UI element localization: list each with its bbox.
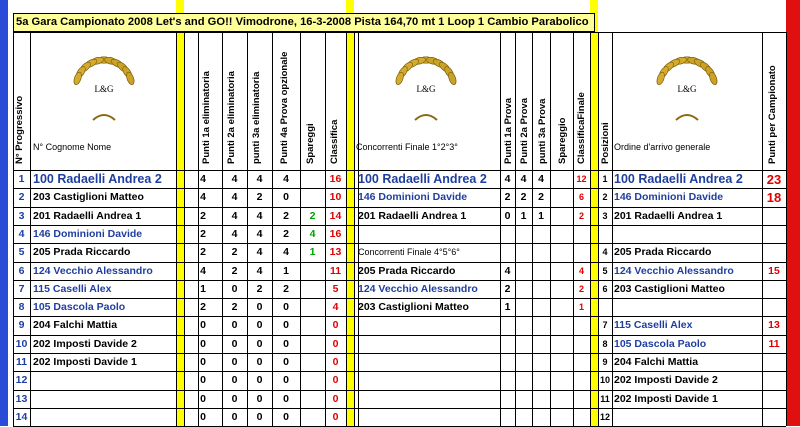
arrival-name: 146 Dominioni Davide xyxy=(614,190,724,203)
position-number: 12 xyxy=(599,411,610,422)
final-score-cell: 2 xyxy=(504,282,511,295)
logo-laurel-left xyxy=(63,48,145,130)
championship-points xyxy=(762,281,786,298)
classifica-cell: 0 xyxy=(332,392,339,405)
score-cell: 0 xyxy=(200,392,206,405)
score-cell: 0 xyxy=(231,410,238,423)
final-classifica-cell: 4 xyxy=(578,265,584,276)
header-concorrenti-finale: Concorrenti Finale 1°2°3° xyxy=(356,141,458,152)
score-cell: 0 xyxy=(283,355,289,368)
score-cell: 4 xyxy=(256,172,263,185)
left-blue-stripe xyxy=(0,0,8,426)
score-cell: 1 xyxy=(283,264,289,277)
score-cell: 0 xyxy=(256,355,263,368)
classifica-cell: 16 xyxy=(329,227,342,240)
final-spareggio-cell xyxy=(550,263,573,280)
header-finale-punti-1: Punti 1a Prova xyxy=(503,98,514,164)
arrival-name: 100 Radaelli Andrea 2 xyxy=(614,171,743,186)
row-number: 8 xyxy=(18,300,25,313)
score-cell: 0 xyxy=(283,392,289,405)
competitor-name: 201 Radaelli Andrea 1 xyxy=(33,209,142,222)
finalist-name: 203 Castiglioni Matteo xyxy=(358,300,469,313)
row-number: 3 xyxy=(18,209,25,222)
final-score-cell: 2 xyxy=(504,190,511,203)
row-number: 5 xyxy=(18,245,25,258)
competitor-name xyxy=(33,391,175,408)
svg-text:L&G: L&G xyxy=(416,84,436,94)
classifica-cell: 13 xyxy=(329,245,342,258)
score-cell: 2 xyxy=(200,245,206,258)
spareggi-cell xyxy=(300,336,325,353)
header-finale-classifica: ClassificaFinale xyxy=(576,92,587,164)
score-cell: 2 xyxy=(256,282,263,295)
championship-points: 23 xyxy=(766,171,782,187)
final-score-cell xyxy=(515,299,532,316)
yellow-divider-1 xyxy=(176,0,184,426)
arrival-name: 202 Imposti Davide 1 xyxy=(614,392,718,405)
score-cell: 0 xyxy=(256,318,263,331)
score-cell: 4 xyxy=(231,190,238,203)
logo-laurel-center xyxy=(385,48,467,130)
score-cell: 0 xyxy=(200,410,206,423)
score-cell: 4 xyxy=(200,264,206,277)
final-score-cell: 1 xyxy=(538,209,544,222)
score-cell: 4 xyxy=(256,264,263,277)
header-spareggi: Spareggi xyxy=(305,123,316,164)
score-cell: 2 xyxy=(231,245,238,258)
score-cell: 0 xyxy=(256,410,263,423)
score-cell: 0 xyxy=(200,373,206,386)
score-cell: 2 xyxy=(231,300,238,313)
score-cell: 0 xyxy=(231,318,238,331)
position-number: 4 xyxy=(602,246,608,257)
grid-hline xyxy=(13,32,786,33)
classifica-cell: 0 xyxy=(332,355,339,368)
arrival-name: 201 Radaelli Andrea 1 xyxy=(614,209,723,222)
spareggi-cell xyxy=(300,409,325,426)
competitor-name: 115 Caselli Alex xyxy=(33,282,112,295)
final-score-cell: 4 xyxy=(520,172,527,185)
final-spareggio-cell xyxy=(550,299,573,316)
score-cell: 0 xyxy=(200,337,206,350)
score-cell: 2 xyxy=(283,282,289,295)
score-cell: 2 xyxy=(231,264,238,277)
final-score-cell: 1 xyxy=(504,300,511,313)
header-punti-2: Punti 2a eliminatoria xyxy=(226,71,237,164)
classifica-cell: 0 xyxy=(332,373,339,386)
score-cell: 4 xyxy=(231,227,238,240)
spareggi-cell xyxy=(300,189,325,206)
row-number: 6 xyxy=(18,264,25,277)
final-spareggio-cell xyxy=(550,281,573,298)
page-title: 5a Gara Campionato 2008 Let's and GO!! Vimodrone, 16-3-2008 Pista 164,70 mt 1 Loop 1 Cambio Parabolico xyxy=(13,13,595,32)
position-number: 9 xyxy=(602,356,608,367)
header-classifica: Classifica xyxy=(329,119,340,164)
competitor-name: 100 Radaelli Andrea 2 xyxy=(33,171,162,186)
final-score-cell: 2 xyxy=(538,190,544,203)
final-score-cell xyxy=(515,263,532,280)
arrival-name: 105 Dascola Paolo xyxy=(614,337,707,350)
classifica-cell: 5 xyxy=(332,282,339,295)
score-cell: 0 xyxy=(231,282,238,295)
competitor-name: 146 Dominioni Davide xyxy=(33,227,143,240)
grid-vline xyxy=(612,32,613,426)
score-cell: 0 xyxy=(283,410,289,423)
grid-vline xyxy=(358,32,359,426)
score-cell: 1 xyxy=(200,282,206,295)
position-number: 5 xyxy=(602,265,608,276)
score-cell: 4 xyxy=(200,172,206,185)
final-score-cell: 0 xyxy=(504,209,511,222)
row-number: 2 xyxy=(18,190,25,203)
row-number: 1 xyxy=(18,172,25,185)
score-cell: 4 xyxy=(231,209,238,222)
svg-text:L&G: L&G xyxy=(677,84,697,94)
right-red-stripe xyxy=(786,0,800,426)
position-number: 3 xyxy=(602,210,608,221)
final-score-cell: 1 xyxy=(520,209,527,222)
header-finale-spareggio: Spareggio xyxy=(557,117,568,164)
yellow-divider-2 xyxy=(346,0,354,426)
arrival-name: 205 Prada Riccardo xyxy=(614,245,712,258)
classifica-cell: 0 xyxy=(332,318,339,331)
final-classifica-cell: 1 xyxy=(578,301,584,312)
header-punti-4: Punti 4a Prova opzionale xyxy=(279,51,290,164)
competitor-name: 203 Castiglioni Matteo xyxy=(33,190,144,203)
grid-vline xyxy=(515,32,516,426)
score-cell: 2 xyxy=(283,209,289,222)
final-score-cell xyxy=(532,281,550,298)
arrival-name: 204 Falchi Mattia xyxy=(614,355,699,368)
classifica-cell: 11 xyxy=(329,264,342,277)
competitor-name: 202 Imposti Davide 2 xyxy=(33,337,137,350)
finalist-name: 100 Radaelli Andrea 2 xyxy=(358,171,487,186)
grid-vline xyxy=(30,32,31,426)
spareggi-cell xyxy=(300,171,325,188)
championship-points xyxy=(762,409,786,426)
score-cell: 0 xyxy=(256,392,263,405)
grid-vline xyxy=(786,32,787,426)
position-number: 2 xyxy=(602,191,608,202)
score-cell: 0 xyxy=(231,392,238,405)
score-cell: 0 xyxy=(283,337,289,350)
finalist-name: 146 Dominioni Davide xyxy=(358,190,468,203)
spareggi-cell: 4 xyxy=(309,227,316,240)
section-label-finale-456: Concorrenti Finale 4°5°6° xyxy=(358,246,460,257)
final-score-cell xyxy=(532,299,550,316)
grid-vline xyxy=(346,32,347,426)
grid-vline xyxy=(550,32,551,426)
final-score-cell xyxy=(515,281,532,298)
classifica-cell: 10 xyxy=(329,190,342,203)
championship-points xyxy=(762,354,786,371)
score-cell: 2 xyxy=(256,190,263,203)
logo-laurel-right xyxy=(646,48,728,130)
grid-vline xyxy=(573,32,574,426)
final-classifica-cell: 12 xyxy=(576,173,587,184)
yellow-divider-3 xyxy=(590,0,598,426)
championship-points: 11 xyxy=(768,337,780,350)
row-number: 13 xyxy=(15,392,28,405)
spareggi-cell xyxy=(300,299,325,316)
position-number: 7 xyxy=(602,319,608,330)
grid-vline xyxy=(500,32,501,426)
finalist-name: 205 Prada Riccardo xyxy=(358,264,456,277)
score-cell: 4 xyxy=(256,245,263,258)
arrival-name: 124 Vecchio Alessandro xyxy=(614,264,734,277)
classifica-cell: 0 xyxy=(332,337,339,350)
final-score-cell: 2 xyxy=(520,190,527,203)
spareggi-cell xyxy=(300,263,325,280)
header-punti-3: punti 3a eliminatoria xyxy=(251,71,262,164)
header-ordine-arrivo: Ordine d'arrivo generale xyxy=(614,141,711,152)
header-finale-punti-2: Punti 2a Prova xyxy=(519,98,530,164)
score-cell: 4 xyxy=(200,190,206,203)
score-cell: 4 xyxy=(256,209,263,222)
classifica-cell: 4 xyxy=(332,300,339,313)
competitor-name: 124 Vecchio Alessandro xyxy=(33,264,153,277)
final-spareggio-cell xyxy=(550,171,573,188)
score-cell: 4 xyxy=(283,245,289,258)
score-cell: 0 xyxy=(283,318,289,331)
spareggi-cell xyxy=(300,372,325,389)
grid-vline xyxy=(532,32,533,426)
score-cell: 0 xyxy=(256,300,263,313)
spareggi-cell: 1 xyxy=(309,245,316,258)
row-number: 11 xyxy=(15,355,28,368)
score-cell: 2 xyxy=(200,209,206,222)
classifica-cell: 16 xyxy=(329,172,342,185)
row-number: 12 xyxy=(15,373,28,386)
grid-vline xyxy=(590,32,591,426)
finalist-name: 124 Vecchio Alessandro xyxy=(358,282,478,295)
score-cell: 4 xyxy=(283,172,289,185)
championship-points: 13 xyxy=(768,318,780,331)
score-cell: 0 xyxy=(283,190,289,203)
header-posizioni: Posizioni xyxy=(600,122,611,164)
competitor-name xyxy=(33,409,175,426)
spareggi-cell: 2 xyxy=(309,209,316,222)
score-cell: 0 xyxy=(283,373,289,386)
row-number: 4 xyxy=(18,227,25,240)
score-cell: 0 xyxy=(231,373,238,386)
score-cell: 0 xyxy=(256,373,263,386)
arrival-name: 202 Imposti Davide 2 xyxy=(614,373,718,386)
score-cell: 4 xyxy=(231,172,238,185)
row-number: 7 xyxy=(18,282,25,295)
competitor-name xyxy=(33,372,175,389)
score-cell: 0 xyxy=(200,318,206,331)
header-finale-punti-3: punti 3a Prova xyxy=(537,98,548,164)
final-score-cell xyxy=(532,263,550,280)
competitor-name: 204 Falchi Mattia xyxy=(33,318,118,331)
grid-vline xyxy=(176,32,177,426)
competitor-name: 202 Imposti Davide 1 xyxy=(33,355,137,368)
score-cell: 4 xyxy=(256,227,263,240)
score-cell: 0 xyxy=(231,337,238,350)
final-spareggio-cell xyxy=(550,189,573,206)
header-progressivo: N° Progressivo xyxy=(14,95,25,164)
arrival-name: 115 Caselli Alex xyxy=(614,318,693,331)
spareggi-cell xyxy=(300,391,325,408)
championship-points xyxy=(762,244,786,261)
header-punti-campionato: Punti per Campionato xyxy=(767,65,778,164)
position-number: 11 xyxy=(600,393,610,404)
grid-vline xyxy=(354,32,355,426)
score-cell: 0 xyxy=(283,300,289,313)
final-score-cell: 4 xyxy=(538,172,544,185)
position-number: 1 xyxy=(602,173,608,184)
final-score-cell: 4 xyxy=(504,264,511,277)
competitor-name: 105 Dascola Paolo xyxy=(33,300,126,313)
row-number: 9 xyxy=(18,318,25,331)
row-number: 10 xyxy=(15,337,28,350)
championship-points xyxy=(762,208,786,225)
competitor-name: 205 Prada Riccardo xyxy=(33,245,131,258)
position-number: 8 xyxy=(602,338,608,349)
classifica-cell: 14 xyxy=(329,209,342,222)
score-cell: 2 xyxy=(200,300,206,313)
arrival-name: 203 Castiglioni Matteo xyxy=(614,282,725,295)
classifica-cell: 0 xyxy=(332,410,339,423)
spareggi-cell xyxy=(300,281,325,298)
svg-text:L&G: L&G xyxy=(94,84,114,94)
final-classifica-cell: 6 xyxy=(578,191,584,202)
score-cell: 0 xyxy=(231,355,238,368)
position-number: 10 xyxy=(599,374,610,385)
final-score-cell: 4 xyxy=(504,172,511,185)
spareggi-cell xyxy=(300,354,325,371)
final-spareggio-cell xyxy=(550,208,573,225)
championship-points: 18 xyxy=(766,189,782,205)
header-cognome-nome: N° Cognome Nome xyxy=(33,141,112,152)
arrival-name xyxy=(614,409,762,426)
spareggi-cell xyxy=(300,317,325,334)
championship-points: 15 xyxy=(768,264,780,277)
score-cell: 0 xyxy=(256,337,263,350)
final-classifica-cell: 2 xyxy=(578,210,584,221)
score-cell: 2 xyxy=(283,227,289,240)
championship-points xyxy=(762,391,786,408)
final-classifica-cell: 2 xyxy=(578,283,584,294)
position-number: 6 xyxy=(602,283,608,294)
finalist-name: 201 Radaelli Andrea 1 xyxy=(358,209,467,222)
championship-points xyxy=(762,372,786,389)
row-number: 14 xyxy=(15,410,28,423)
header-punti-1: Punti 1a eliminatoria xyxy=(201,71,212,164)
score-cell: 0 xyxy=(200,355,206,368)
score-cell: 2 xyxy=(200,227,206,240)
